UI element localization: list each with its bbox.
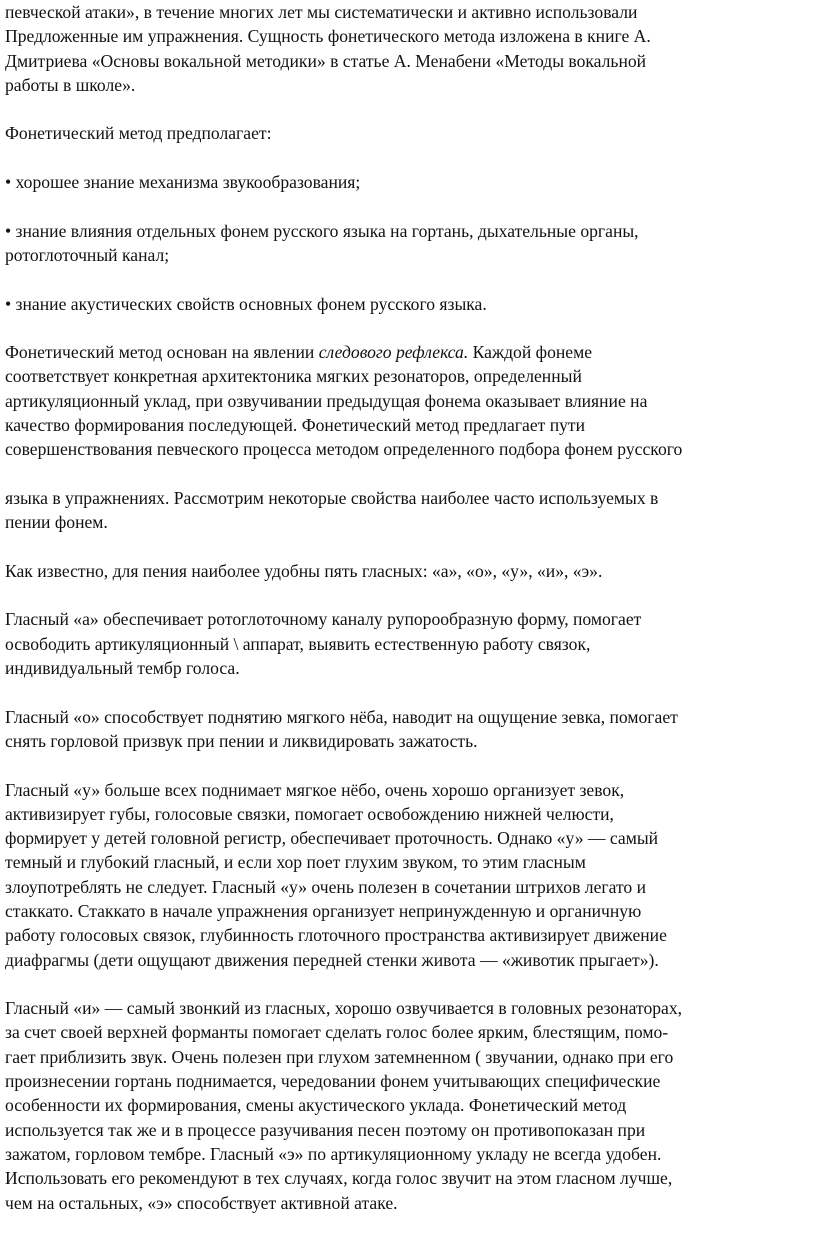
text-line: артикуляционный уклад, при озвучивании предыдущая фонема оказывает влияние на — [5, 390, 648, 411]
text-run: Фонетический метод основан на явлении — [5, 342, 319, 363]
text-line: • знание акустических свойств основных фонем русского языка. — [5, 293, 487, 314]
text-line: произнесении гортань поднимается, чередовании фонем учитывающих специфические — [5, 1071, 661, 1092]
paragraph-method-heading — [5, 121, 813, 145]
text-line: языка в упражнениях. Рассмотрим некоторые свойства наиболее часто используемых в — [5, 487, 659, 508]
text-line: индивидуальный тембр голоса. — [5, 658, 240, 679]
paragraph-vowel-o — [5, 705, 813, 754]
paragraph-five-vowels — [5, 559, 813, 583]
text-line: Гласный «о» способствует поднятию мягкого нёба, наводит на ощущение зевка, помогает — [5, 706, 678, 727]
text-line: чем на остальных, «э» способствует активной атаке. — [5, 1192, 398, 1213]
text-line: совершенствования певческого процесса методом определенного подбора фонем русского — [5, 439, 683, 460]
text-line: Гласный «и» — самый звонкий из гласных, хорошо озвучивается в головных резонаторах, — [5, 998, 683, 1019]
text-line: ротоглоточный канал; — [5, 244, 170, 265]
text-line — [5, 340, 813, 364]
italic-term: следового рефлекса. — [318, 342, 469, 363]
text-line: активизирует губы, голосовые связки, помогает освобождению нижней челюсти, — [5, 803, 614, 824]
text-line: пении фонем. — [5, 512, 108, 533]
text-line: Гласный «а» обеспечивает ротоглоточному каналу рупорообразную форму, помогает — [5, 609, 642, 630]
bullet-item-mechanism — [5, 170, 813, 194]
text-line: снять горловой призвук при пении и ликвидировать зажатость. — [5, 730, 478, 751]
paragraph-trace-reflex — [5, 340, 813, 461]
text-line: • знание влияния отдельных фонем русского языка на гортань, дыхательные органы, — [5, 220, 639, 241]
text-run: Каждой фонеме — [468, 342, 593, 363]
text-line: диафрагмы (дети ощущают движения передней стенки живота — «животик прыгает»). — [5, 949, 659, 970]
text-line: работы в школе». — [5, 74, 136, 95]
bullet-item-phonemes-influence — [5, 219, 813, 268]
text-line: певческой атаки», в течение многих лет мы систематически и активно использовали — [5, 2, 638, 22]
text-line: Предложенные им упражнения. Сущность фонетического метода изложена в книге А. — [5, 26, 651, 47]
paragraph-vowel-a — [5, 607, 813, 680]
text-line: Гласный «у» больше всех поднимает мягкое нёбо, очень хорошо организует зевок, — [5, 779, 625, 800]
document-page — [5, 0, 813, 1239]
text-line: работу голосовых связок, глубинность глоточного пространства активизирует движение — [5, 925, 667, 946]
text-line: Фонетический метод предполагает: — [5, 123, 272, 144]
text-line: стаккато. Стаккато в начале упражнения организует непринужденную и органичную — [5, 900, 642, 921]
text-line: освободить артикуляционный \ аппарат, выявить естественную работу связок, — [5, 633, 591, 654]
text-line: за счет своей верхней форманты помогает сделать голос более ярким, блестящим, помо- — [5, 1022, 669, 1043]
text-line: • хорошее знание механизма звукообразования; — [5, 172, 361, 193]
text-line: используется так же и в процессе разучивания песен поэтому он противопоказан при — [5, 1119, 646, 1140]
paragraph-vowel-i — [5, 996, 813, 1215]
paragraph-exercises — [5, 486, 813, 535]
text-line: злоупотреблять не следует. Гласный «у» очень полезен в сочетании штрихов легато и — [5, 876, 647, 897]
text-line: формирует у детей головной регистр, обеспечивает проточность. Однако «у» — самый — [5, 828, 659, 849]
text-line: гает приблизить звук. Очень полезен при глухом затемненном ( звучании, однако при его — [5, 1046, 674, 1067]
text-line: зажатом, горловом тембре. Гласный «э» по артикуляционному укладу не всегда удобен. — [5, 1143, 662, 1164]
paragraph-vowel-u — [5, 778, 813, 972]
text-line: Использовать его рекомендуют в тех случаях, когда голос звучит на этом гласном лучше, — [5, 1168, 673, 1189]
text-line: Как известно, для пения наиболее удобны пять гласных: «а», «о», «у», «и», «э». — [5, 560, 603, 581]
text-line: качество формирования последующей. Фонетический метод предлагает пути — [5, 415, 586, 436]
text-line: Дмитриева «Основы вокальной методики» в статье А. Менабени «Методы вокальной — [5, 50, 647, 71]
text-line: темный и глубокий гласный, и если хор поет глухим звуком, то этим гласным — [5, 852, 586, 873]
text-line: особенности их формирования, смены акустического уклада. Фонетический метод — [5, 1095, 627, 1116]
bullet-item-acoustic-properties — [5, 292, 813, 316]
paragraph-intro — [5, 0, 813, 97]
text-line: соответствует конкретная архитектоника мягких резонаторов, определенный — [5, 366, 582, 387]
